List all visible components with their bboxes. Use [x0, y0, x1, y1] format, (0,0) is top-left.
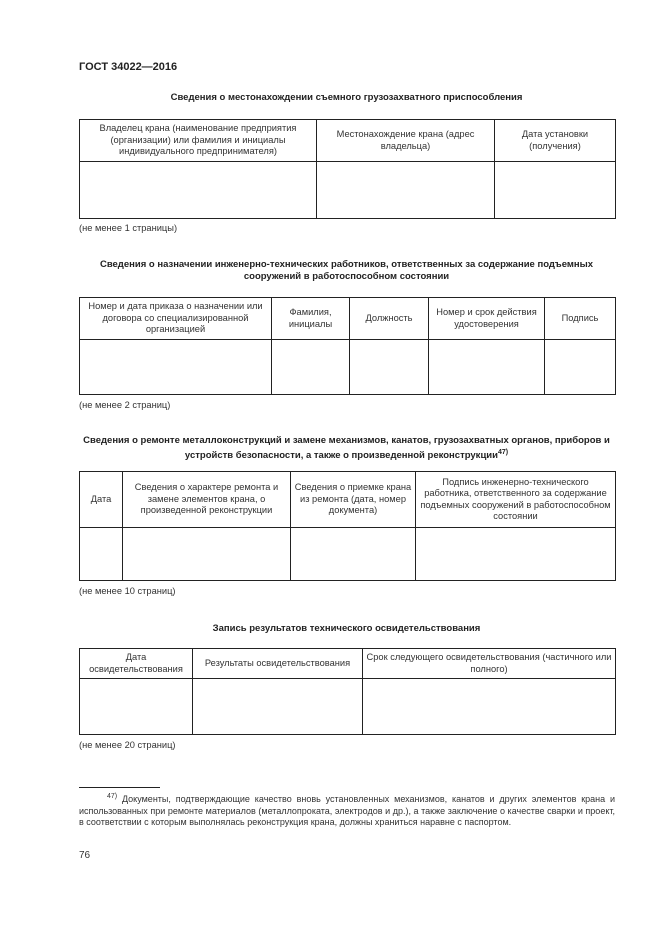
footnote-ref: 47) [107, 793, 118, 800]
column-header: Местонахождение крана (адрес владельца) [317, 120, 495, 162]
table-cell [80, 679, 193, 735]
column-header: Дата установки (получения) [495, 120, 616, 162]
table-cell [350, 340, 429, 395]
page-number: 76 [79, 850, 91, 861]
table-cell [545, 340, 616, 395]
table-cell [123, 528, 291, 581]
document-header: ГОСТ 34022—2016 [79, 61, 178, 73]
table-cell [363, 679, 616, 735]
section-title: Запись результатов технического освидетельствования [212, 623, 481, 634]
table-cell [272, 340, 350, 395]
page-count-note: (не менее 1 страницы) [79, 223, 178, 233]
section-title: Сведения о местонахождении съемного грузозахватного приспособления [170, 92, 523, 103]
table-cell [80, 162, 317, 219]
table-cell [317, 162, 495, 219]
footnote-ref: 47) [497, 449, 509, 456]
table-cell [495, 162, 616, 219]
table-cell [291, 528, 416, 581]
responsible-staff-table [79, 297, 616, 395]
column-header: Должность [350, 298, 429, 340]
table-cell [80, 528, 123, 581]
column-header: Подпись инженерно-технического работника, ответственного за содержание подъемных сооружений в работоспособном состоянии [416, 472, 616, 528]
table-cell [416, 528, 616, 581]
table-cell [80, 340, 272, 395]
page-count-note: (не менее 10 страниц) [79, 586, 176, 596]
column-header: Сведения о приемке крана из ремонта (дата, номер документа) [291, 472, 416, 528]
column-header: Номер и срок действия удостоверения [429, 298, 545, 340]
page-count-note: (не менее 2 страниц) [79, 400, 171, 410]
section-title [79, 435, 614, 462]
column-header: Срок следующего освидетельствования (частичного или полного) [363, 649, 616, 679]
repair-records-table [79, 471, 616, 581]
column-header: Номер и дата приказа о назначении или договора со специализированной организацией [80, 298, 272, 340]
table-cell [193, 679, 363, 735]
column-header: Сведения о характере ремонта и замене элементов крана, о произведенной реконструкции [123, 472, 291, 528]
column-header: Подпись [545, 298, 616, 340]
table-cell [429, 340, 545, 395]
footnote-text: Документы, подтверждающие качество вновь установленных механизмов, канатов и других элементов крана и использованных при ремонте материалов (металлопроката, электродов и др.), а также заключение о качестве сварки и проект, в соответствии с которым выполнялась реконструкция крана, должны храниться наравне с паспортом. [79, 794, 615, 828]
footnote [79, 791, 615, 829]
column-header: Дата освидетельствования [80, 649, 193, 679]
inspection-results-table [79, 648, 616, 735]
column-header: Дата [80, 472, 123, 528]
column-header: Владелец крана (наименование предприятия (организации) или фамилия и инициалы индивидуального предпринимателя) [80, 120, 317, 162]
column-header: Результаты освидетельствования [193, 649, 363, 679]
section-title-text: Сведения о ремонте металлоконструкций и замене механизмов, канатов, грузозахватных органов, приборов и устройств безопасности, а также о произведенной реконструкции [83, 435, 610, 462]
section-title: Сведения о назначении инженерно-технических работников, ответственных за содержание подъемных сооружений в работоспособном состоянии [99, 259, 594, 282]
page-count-note: (не менее 20 страниц) [79, 740, 176, 750]
crane-location-table [79, 119, 616, 219]
column-header: Фамилия, инициалы [272, 298, 350, 340]
footnote-divider [79, 787, 160, 788]
